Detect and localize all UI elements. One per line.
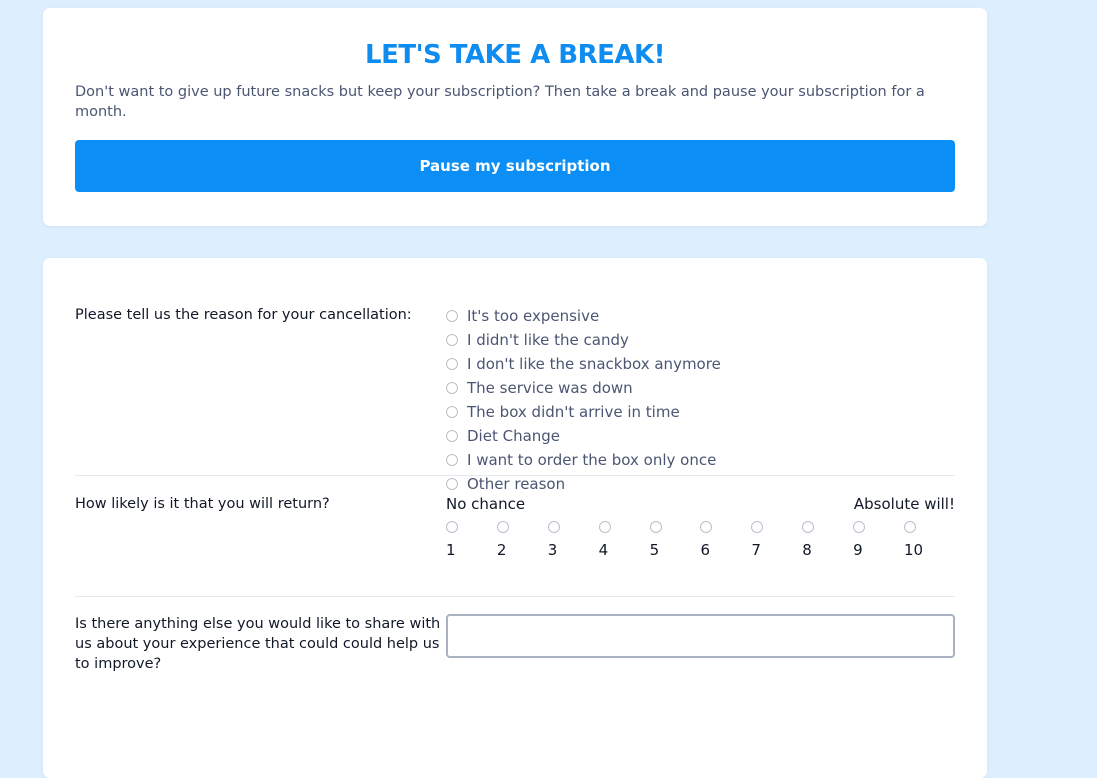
scale-option-10[interactable]	[904, 521, 955, 559]
scale-number: 5	[649, 541, 660, 559]
radio-button[interactable]	[446, 310, 458, 322]
feedback-label: Is there anything else you would like to share with us about your experience that could could help us to improve?	[75, 616, 441, 672]
scale-option-2[interactable]	[497, 521, 548, 559]
feedback-input[interactable]	[446, 614, 955, 658]
radio-button[interactable]	[446, 430, 458, 442]
pause-card	[43, 8, 987, 226]
scale-option-7[interactable]	[751, 521, 802, 559]
scale-option-5[interactable]	[650, 521, 701, 559]
radio-button[interactable]	[446, 454, 458, 466]
reason-option-label: I want to order the box only once	[467, 451, 717, 469]
scale-option-1[interactable]	[446, 521, 497, 559]
radio-button[interactable]	[446, 382, 458, 394]
radio-button[interactable]	[599, 521, 611, 533]
scale-number: 7	[751, 541, 761, 559]
reason-question	[75, 258, 955, 493]
scale-number: 8	[802, 541, 812, 559]
scale-options	[446, 521, 955, 559]
reason-option-order-once[interactable]	[446, 448, 955, 472]
scale-number: 10	[904, 541, 924, 559]
return-likelihood-question	[75, 476, 955, 597]
scale-ends	[446, 493, 955, 515]
reason-option-too-expensive[interactable]	[446, 304, 955, 328]
reason-label: Please tell us the reason for your cancellation:	[75, 307, 412, 323]
radio-button[interactable]	[497, 521, 509, 533]
pause-subscription-button[interactable]: Pause my subscription	[75, 140, 955, 192]
reason-option-label: I didn't like the candy	[467, 331, 629, 349]
scale-number: 6	[700, 541, 710, 559]
radio-button[interactable]	[802, 521, 814, 533]
reason-option-label: The box didn't arrive in time	[467, 403, 680, 421]
radio-button[interactable]	[446, 521, 458, 533]
scale-number: 2	[496, 541, 507, 559]
break-description: Don't want to give up future snacks but keep your subscription? Then take a break and pause your subscription for a month.	[75, 84, 925, 120]
scale-number: 3	[547, 541, 558, 559]
scale-number: 4	[598, 541, 609, 559]
reason-option-label: Diet Change	[467, 427, 561, 445]
radio-button[interactable]	[446, 358, 458, 370]
reason-option-diet-change[interactable]	[446, 424, 955, 448]
radio-button[interactable]	[700, 521, 712, 533]
scale-high-label: Absolute will!	[853, 495, 955, 513]
reason-option-didnt-like-candy[interactable]	[446, 328, 955, 352]
radio-button[interactable]	[904, 521, 916, 533]
scale-low-label: No chance	[446, 495, 526, 513]
reason-option-label: I don't like the snackbox anymore	[467, 355, 721, 373]
reason-options	[446, 304, 955, 493]
feedback-control	[446, 614, 955, 674]
reason-option-label: Other reason	[467, 475, 566, 493]
break-title: LET'S TAKE A BREAK!	[365, 40, 665, 70]
radio-button[interactable]	[650, 521, 662, 533]
scale-number: 1	[446, 541, 456, 559]
radio-button[interactable]	[446, 334, 458, 346]
likelihood-scale	[446, 494, 955, 596]
cancellation-form-card	[43, 258, 987, 778]
return-likelihood-label: How likely is it that you will return?	[75, 496, 330, 512]
reason-option-dont-like-snackbox[interactable]	[446, 352, 955, 376]
scale-option-6[interactable]	[700, 521, 751, 559]
scale-option-4[interactable]	[599, 521, 650, 559]
feedback-question	[75, 597, 955, 674]
scale-number: 9	[853, 541, 863, 559]
radio-button[interactable]	[853, 521, 865, 533]
scale-option-9[interactable]	[853, 521, 904, 559]
reason-option-service-down[interactable]	[446, 376, 955, 400]
reason-option-label: The service was down	[467, 379, 633, 397]
reason-option-box-late[interactable]	[446, 400, 955, 424]
scale-option-8[interactable]	[802, 521, 853, 559]
radio-button[interactable]	[751, 521, 763, 533]
radio-button[interactable]	[548, 521, 560, 533]
radio-button[interactable]	[446, 406, 458, 418]
scale-option-3[interactable]	[548, 521, 599, 559]
reason-option-label: It's too expensive	[467, 307, 600, 325]
